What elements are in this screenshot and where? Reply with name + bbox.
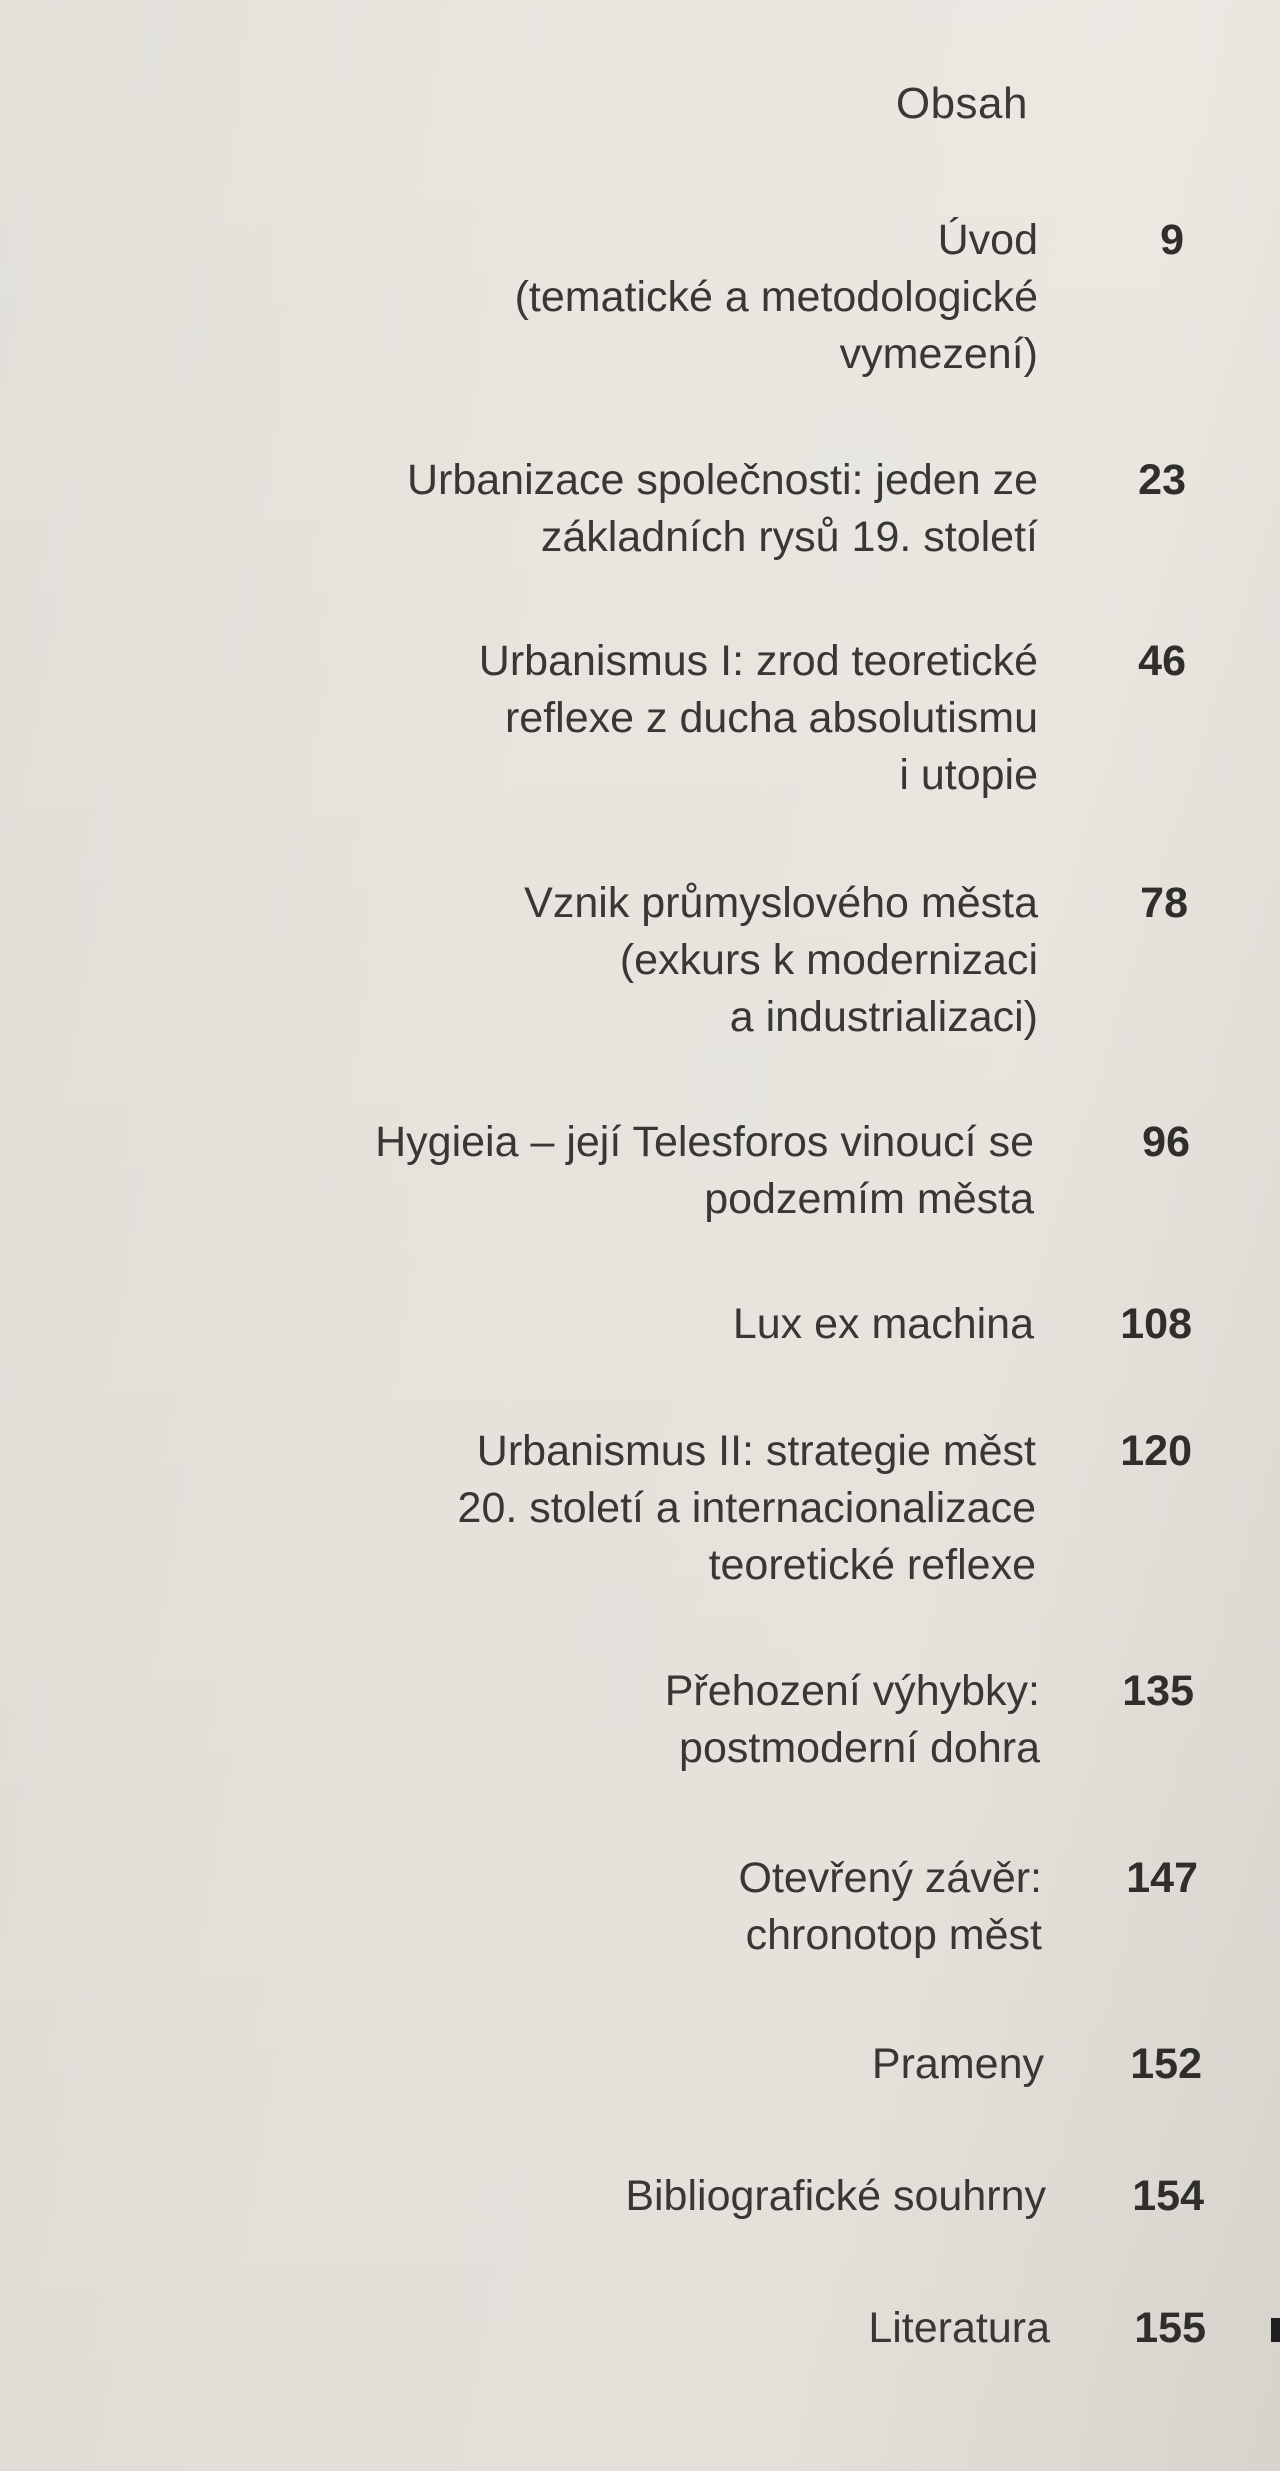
toc-title-line: (tematické a metodologické bbox=[514, 273, 1038, 321]
toc-entry-page-number: 96 bbox=[1142, 1118, 1190, 1166]
toc-entry-title bbox=[665, 1663, 1040, 1777]
toc-title-line: Lux ex machina bbox=[732, 1300, 1034, 1348]
toc-entry-page-number: 108 bbox=[1120, 1300, 1192, 1348]
toc-entry-title bbox=[872, 2036, 1044, 2093]
toc-title-line: Urbanismus II: strategie měst bbox=[476, 1427, 1036, 1475]
toc-entry-title bbox=[868, 2300, 1050, 2357]
page-title: Obsah bbox=[895, 79, 1028, 128]
toc-title-line: teoretické reflexe bbox=[708, 1541, 1036, 1589]
toc-entry-title bbox=[375, 1114, 1034, 1228]
toc-title-line: základních rysů 19. století bbox=[540, 513, 1038, 561]
toc-entry-page-number: 147 bbox=[1126, 1854, 1198, 1902]
toc-title-line: reflexe z ducha absolutismu bbox=[504, 694, 1038, 742]
toc-title-line: (exkurs k modernizaci bbox=[619, 936, 1038, 984]
toc-title-line: Urbanismus I: zrod teoretické bbox=[478, 637, 1038, 685]
toc-entry-page-number: 46 bbox=[1138, 637, 1186, 685]
toc-title-line: 20. století a internacionalizace bbox=[457, 1484, 1036, 1532]
toc-entry-page-number: 120 bbox=[1120, 1427, 1192, 1475]
toc-title-line: Otevřený závěr: bbox=[738, 1854, 1042, 1902]
toc-entry-title bbox=[479, 633, 1038, 804]
toc-entry-title bbox=[407, 452, 1038, 566]
toc-entry-page-number: 155 bbox=[1134, 2304, 1206, 2352]
toc-title-line: podzemím města bbox=[704, 1175, 1034, 1223]
toc-entry-page-number: 135 bbox=[1122, 1667, 1194, 1715]
toc-title-line: i utopie bbox=[899, 751, 1038, 799]
toc-title-line: Hygieia – její Telesforos vinoucí se bbox=[375, 1118, 1034, 1166]
toc-title-line: Přehození výhybky: bbox=[664, 1667, 1040, 1715]
edge-tab-marker bbox=[1271, 2318, 1280, 2342]
toc-entry-page-number: 23 bbox=[1138, 456, 1186, 504]
toc-entry-title bbox=[515, 212, 1038, 383]
toc-entry-title bbox=[458, 1423, 1036, 1594]
toc-entry-title bbox=[733, 1296, 1034, 1353]
toc-title-line: Úvod bbox=[937, 216, 1038, 264]
toc-entry-page-number: 78 bbox=[1140, 879, 1188, 927]
toc-title-line: Bibliografické souhrny bbox=[625, 2172, 1046, 2220]
toc-entry-page-number: 9 bbox=[1160, 216, 1184, 264]
toc-entry-title bbox=[739, 1850, 1043, 1964]
toc-entry-title bbox=[524, 875, 1038, 1046]
toc-title-line: postmoderní dohra bbox=[679, 1724, 1040, 1772]
toc-entry-title bbox=[625, 2168, 1046, 2225]
toc-title-line: Literatura bbox=[868, 2304, 1050, 2352]
toc-entry-page-number: 154 bbox=[1132, 2172, 1204, 2220]
toc-title-line: chronotop měst bbox=[745, 1911, 1042, 1959]
toc-title-line: Urbanizace společnosti: jeden ze bbox=[406, 456, 1038, 504]
toc-title-line: Vznik průmyslového města bbox=[524, 879, 1038, 927]
toc-title-line: vymezení) bbox=[839, 330, 1038, 378]
toc-title-line: a industrializaci) bbox=[729, 993, 1038, 1041]
toc-title-line: Prameny bbox=[871, 2040, 1044, 2088]
toc-entry-page-number: 152 bbox=[1130, 2040, 1202, 2088]
